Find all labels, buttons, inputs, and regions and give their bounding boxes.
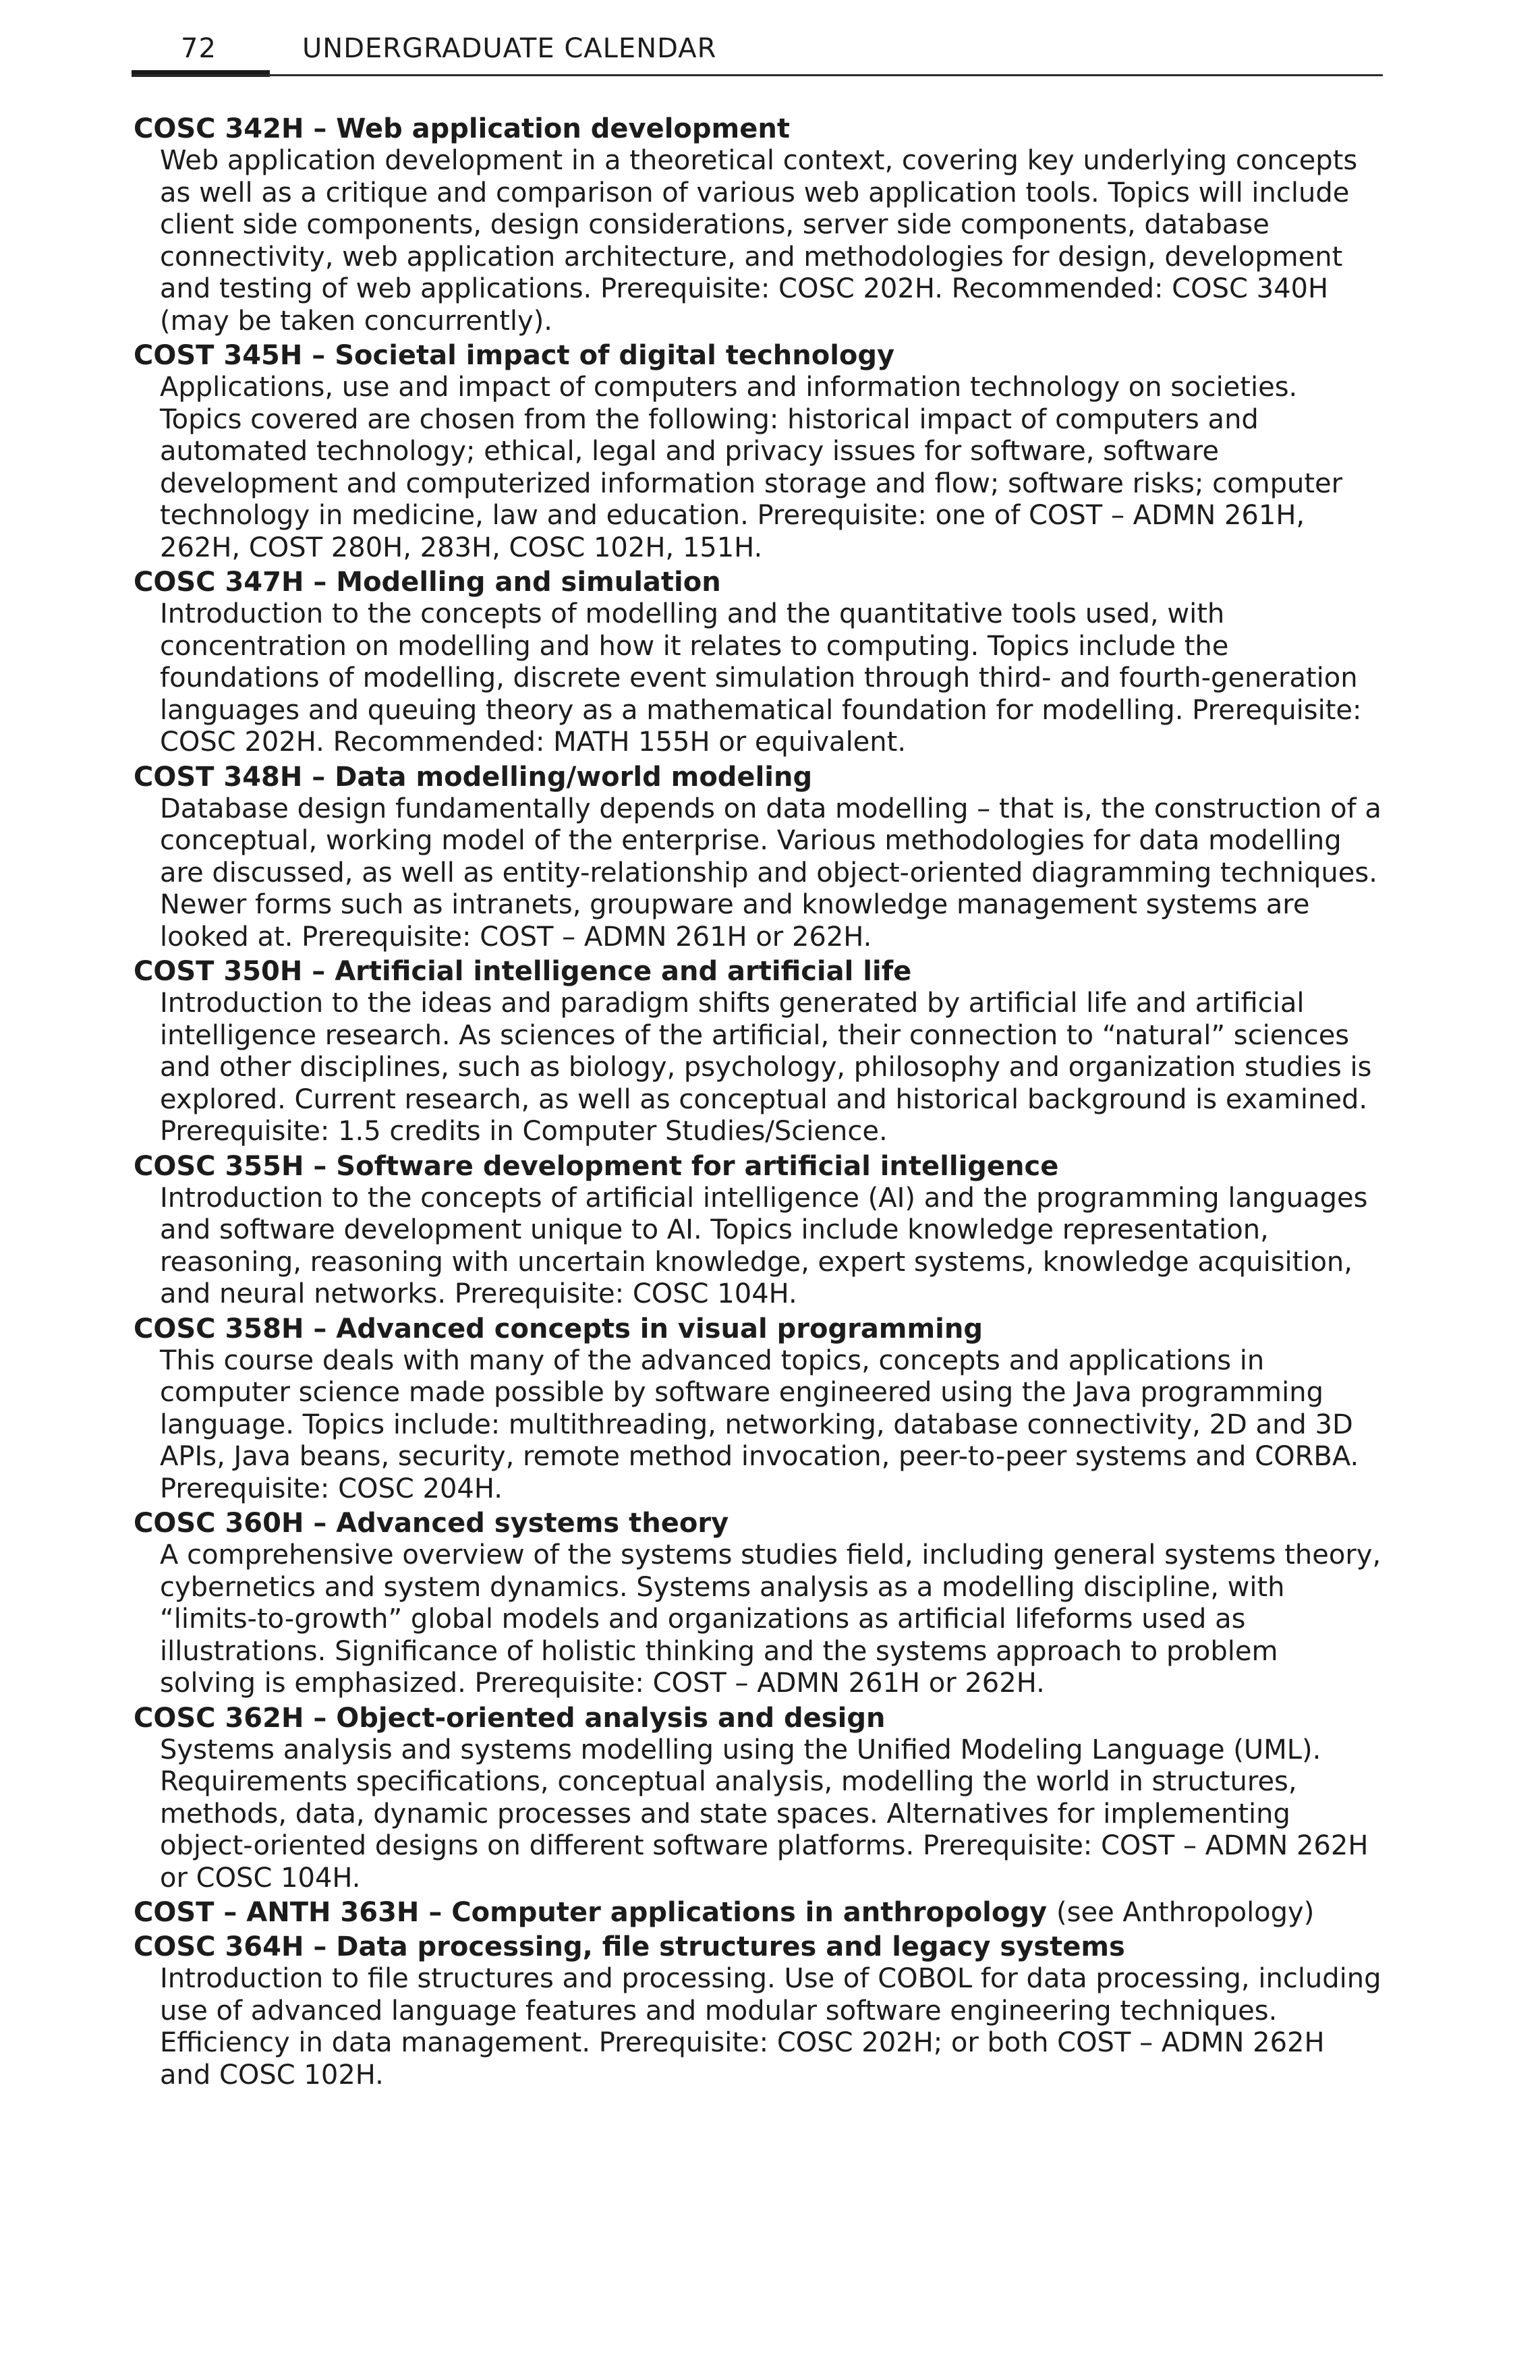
course-description: Introduction to the concepts of modelling and the quantitative tools used, with concentration on modelling and how it relates to computing. Topics include the foundations of modelling, discrete event simulation through third- and fourth-generation languages and queuing theory as a mathematical foundation for modelling. Prerequisite: COSC 202H. Recommended: MATH 155H or equivalent. xyxy=(160,598,1362,758)
course-entry xyxy=(134,113,1381,337)
course-title: COSC 364H – Data processing, file structures and legacy systems xyxy=(134,1931,1125,1962)
course-entry xyxy=(134,1313,1381,1506)
course-entry xyxy=(134,1703,1381,1895)
course-title: COST – ANTH 363H – Computer applications in anthropology xyxy=(134,1897,1048,1928)
course-entry xyxy=(134,956,1381,1148)
course-list xyxy=(134,113,1381,2094)
course-entry xyxy=(134,1151,1381,1311)
course-title: COST 350H – Artificial intelligence and artificial life xyxy=(134,956,912,987)
course-title: COSC 360H – Advanced systems theory xyxy=(134,1508,729,1539)
course-title: COST 348H – Data modelling/world modeling xyxy=(134,761,813,793)
course-description: Introduction to the ideas and paradigm shifts generated by artificial life and artificial intelligence research. As sciences of the artificial, their connection to “natural” sciences and other disciplines, such as biology, psychology, philosophy and organization studies is explored. Current research, as well as conceptual and historical background is examined. Prerequisite: 1.5 credits in Computer Studies/Science. xyxy=(160,988,1372,1147)
course-description: Introduction to file structures and processing. Use of COBOL for data processing, including use of advanced language features and modular software engineering techniques. Efficiency in data management. Prerequisite: COSC 202H; or both COST – ADMN 262H and COSC 102H. xyxy=(160,1963,1381,2091)
course-description: Database design fundamentally depends on data modelling – that is, the construction of a conceptual, working model of the enterprise. Various methodologies for data modelling are discussed, as well as entity-relationship and object-oriented diagramming techniques. Newer forms such as intranets, groupware and knowledge management systems are looked at. Prerequisite: COST – ADMN 261H or 262H. xyxy=(160,793,1381,953)
course-description: Web application development in a theoretical context, covering key underlying concepts as well as a critique and comparison of various web application tools. Topics will include client side components, design considerations, server side components, database connectivity, web application architecture, and methodologies for design, development and testing of web applications. Prerequisite: COSC 202H. Recommended: COSC 340H (may be taken concurrently). xyxy=(160,145,1358,337)
course-title: COST 345H – Societal impact of digital technology xyxy=(134,340,895,371)
course-description: Systems analysis and systems modelling using the Unified Modeling Language (UML). Requirements specifications, conceptual analysis, modelling the world in structures, methods, data, dynamic processes and state spaces. Alternatives for implementing object-oriented designs on different software platforms. Prerequisite: COST – ADMN 262H or COSC 104H. xyxy=(160,1734,1369,1894)
course-description: Introduction to the concepts of artificial intelligence (AI) and the programming languages and software development unique to AI. Topics include knowledge representation, reasoning, reasoning with uncertain knowledge, expert systems, knowledge acquisition, and neural networks. Prerequisite: COSC 104H. xyxy=(160,1182,1368,1309)
course-title: COSC 342H – Web application development xyxy=(134,113,790,144)
course-description: Applications, use and impact of computers and information technology on societies. Topics covered are chosen from the following: historical impact of computers and automated technology; ethical, legal and privacy issues for software, software development and computerized information storage and flow; software risks; computer technology in medicine, law and education. Prerequisite: one of COST – ADMN 261H, 262H, COST 280H, 283H, COSC 102H, 151H. xyxy=(160,372,1343,563)
course-description: This course deals with many of the advanced topics, concepts and applications in computer science made possible by software engineered using the Java programming language. Topics include: multithreading, networking, database connectivity, 2D and 3D APIs, Java beans, security, remote method invocation, peer-to-peer systems and CORBA. Prerequisite: COSC 204H. xyxy=(160,1344,1359,1504)
cross-reference-note: (see Anthropology) xyxy=(1056,1897,1315,1928)
course-title: COSC 358H – Advanced concepts in visual programming xyxy=(134,1313,983,1344)
course-entry xyxy=(134,340,1381,564)
course-entry xyxy=(134,762,1381,954)
course-description: A comprehensive overview of the systems studies field, including general systems theory, cybernetics and system dynamics. Systems analysis as a modelling discipline, with “limits-to-growth” global models and organizations as artificial lifeforms used as illustrations. Significance of holistic thinking and the systems approach to problem solving is emphasized. Prerequisite: COST – ADMN 261H or 262H. xyxy=(160,1539,1381,1699)
course-title: COSC 347H – Modelling and simulation xyxy=(134,567,721,598)
course-entry-cross-listed xyxy=(134,1897,1381,1929)
header-rule xyxy=(132,74,1383,76)
running-title: UNDERGRADUATE CALENDAR xyxy=(302,33,717,64)
course-entry xyxy=(134,1931,1381,2091)
course-title: COSC 355H – Software development for artificial intelligence xyxy=(134,1150,1059,1182)
page-number: 72 xyxy=(181,33,217,64)
course-title-line xyxy=(134,1897,1381,1929)
course-title: COSC 362H – Object-oriented analysis and design xyxy=(134,1702,886,1734)
course-entry xyxy=(134,567,1381,759)
page-header xyxy=(181,28,1381,69)
course-entry xyxy=(134,1508,1381,1700)
